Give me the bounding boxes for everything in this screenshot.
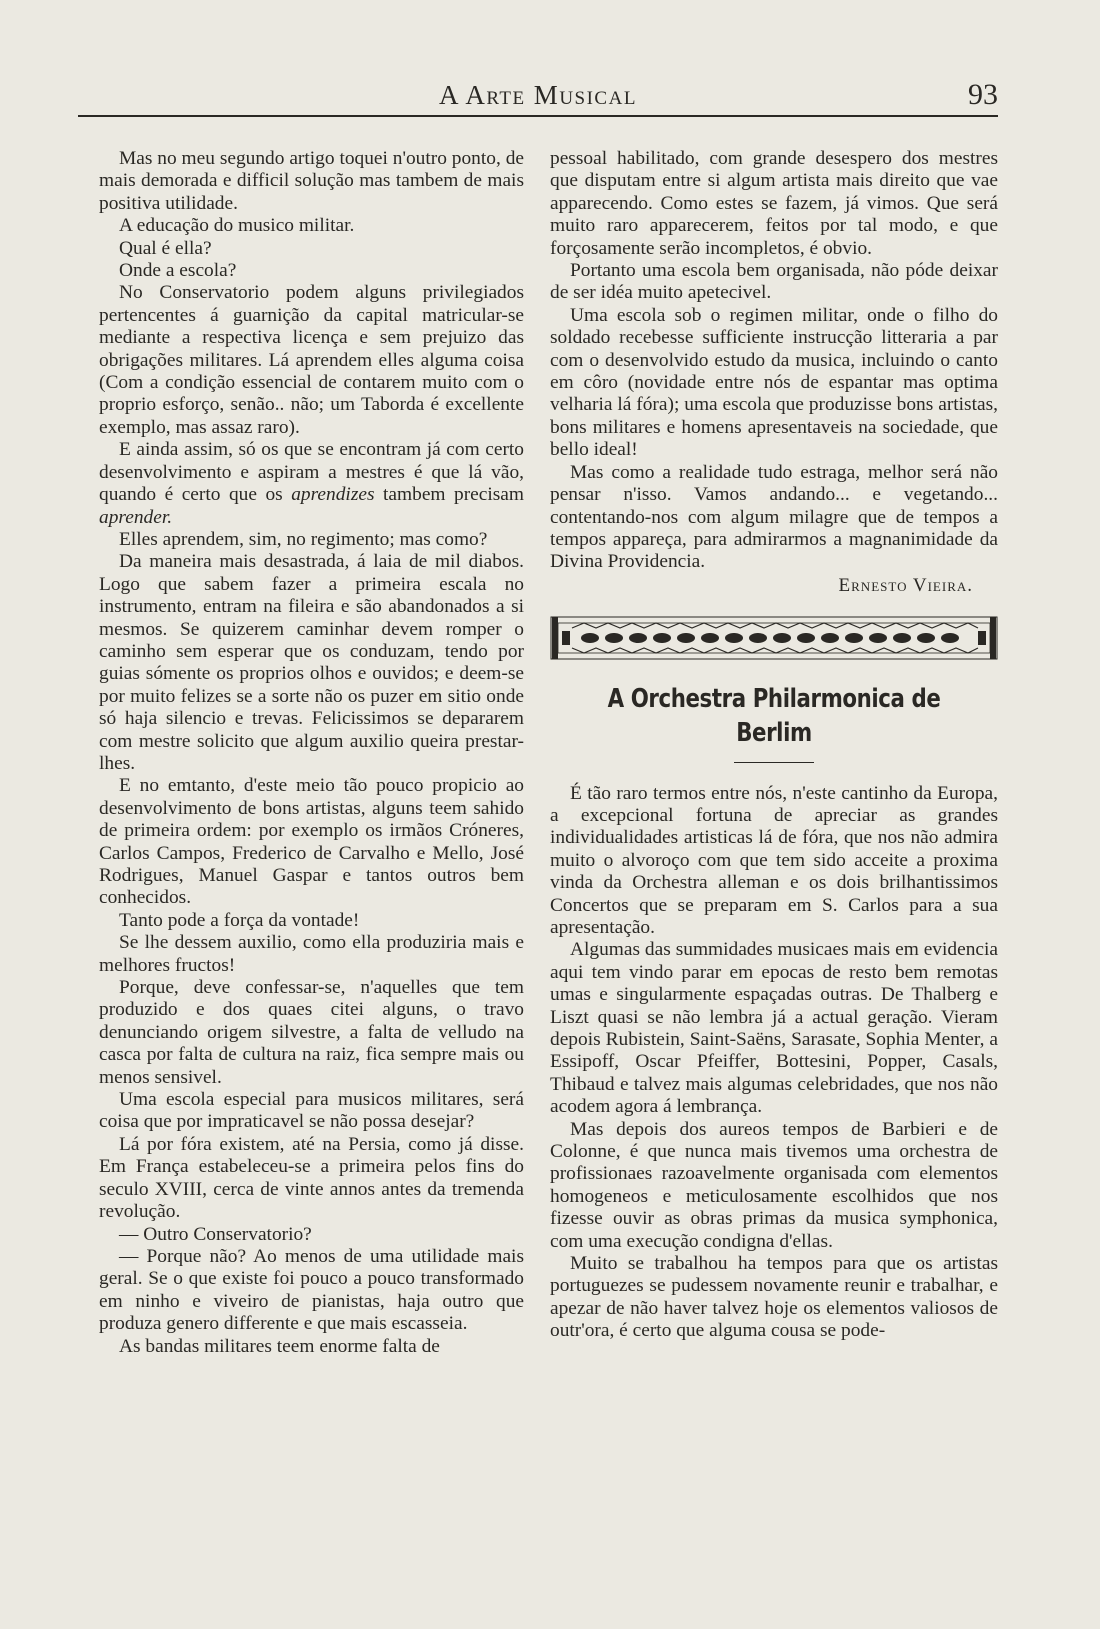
header-rule [78, 115, 998, 117]
paragraph: As bandas militares teem enorme falta de [119, 1335, 440, 1357]
paragraph: É tão raro termos entre nós, n'este cantinho da Europa, a excepcional fortuna de apreciar as grandes individualidades artisticas lá de fóra, que nos não admira muito o alvoroço com que tem sido acceite a proxima vinda da Orchestra alleman e os dois brilhantissimos Concertos que se preparam em S. Carlos para a sua apresentação. [550, 782, 998, 938]
paragraph: Porque, deve confessar-se, n'aquelles que tem produzido e dos quaes citei alguns, o travo denunciando origem silvestre, a falta de velludo na casca por falta de cultura na raiz, fica sempre mais ou menos sensivel. [99, 977, 524, 1088]
paragraph [99, 439, 524, 529]
title-rule [734, 762, 814, 763]
paragraph: Da maneira mais desastrada, á laia de mil diabos. Logo que sabem fazer a primeira escala no instrumento, entram na fileira e são abandonados a si mesmos. Se quizerem caminhar devem romper o caminho sem esperar que os conduzam, tendo por guias sómente os proprios olhos e ouvidos; e deem-se por muito felizes se a sorte não os puzer em sitio onde só haja silencio e trevas. Felicissimos se depararem com mestre solicito que algum auxilio queira prestar-lhes. [99, 551, 524, 774]
paragraph: E no emtanto, d'este meio tão pouco propicio ao desenvolvimento de bons artistas, alguns teem sahido de primeira ordem: por exemplo os irmãos Cróneres, Carlos Campos, Frederico de Carvalho e Mello, José Rodrigues, Manuel Gaspar e tantos outros bem conhecidos. [99, 775, 524, 909]
paragraph: Se lhe dessem auxilio, como ella produziria mais e melhores fructos! [99, 932, 524, 976]
right-column [550, 148, 998, 1343]
text-run: tambem precisam [383, 484, 524, 506]
italic-word: aprender. [99, 506, 173, 528]
paragraph: — Porque não? Ao menos de uma utilidade mais geral. Se o que existe foi pouco a pouco transformado em ninho e viveiro de pianistas, haja outro que produza genero differente e que mais escasseia. [99, 1245, 524, 1335]
paragraph: Uma escola sob o regimen militar, onde o filho do soldado recebesse sufficiente instrucção litteraria a par com o desenvolvido estudo da musica, incluindo o canto em côro (novidade entre nós de espantar mas optima velharia lá fóra); uma escola que produzisse bons artistas, bons militares e homens apresentaveis na sociedade, que bello ideal! [550, 304, 998, 461]
paragraph: Elles aprendem, sim, no regimento; mas como? [119, 528, 488, 550]
article-title: A Orchestra Philarmonica de Berlim [607, 683, 941, 748]
italic-word: aprendizes [291, 484, 375, 506]
paragraph: A educação do musico militar. [119, 215, 355, 237]
author-signature: Ernesto Vieira. [838, 574, 973, 596]
paragraph: pessoal habilitado, com grande desespero dos mestres que disputam entre si algum artista mais direito que vae apparecendo. Como estes se fazem, já vimos. Que será muito raro apparecerem, feitos por tal modo, e que forçosamente serão incompletos, é obvio. [550, 148, 998, 259]
left-column [99, 148, 524, 1358]
text-run: E ainda assim, só os que se encontram já com certo desenvolvimento e aspiram a mestres é que lá vão, quando é certo que os [99, 439, 524, 506]
paragraph: — Outro Conservatorio? [119, 1223, 312, 1245]
running-title: A Arte Musical [439, 80, 637, 110]
paragraph: Portanto uma escola bem organisada, não póde deixar de ser idéa muito apetecivel. [550, 260, 998, 304]
page-number: 93 [968, 78, 998, 111]
paragraph: Tanto pode a força da vontade! [119, 909, 360, 931]
paragraph: Uma escola especial para musicos militares, será coisa que por impraticavel se não possa desejar? [99, 1089, 524, 1133]
decorative-border-ornament [550, 613, 998, 663]
paragraph: Mas no meu segundo artigo toquei n'outro ponto, de mais demorada e difficil solução mas tambem de mais positiva utilidade. [99, 148, 524, 214]
paragraph: Mas depois dos aureos tempos de Barbieri e de Colonne, é que nunca mais tivemos uma orchestra de profissionaes razoavelmente organisada com elementos homogeneos e meticulosamente escolhidos que nos fizesse ouvir as obras primas da musica symphonica, com uma execução condigna d'ellas. [550, 1118, 998, 1252]
paragraph: No Conservatorio podem alguns privilegiados pertencentes á guarnição da capital matricular-se mediante a respectiva licença e sem prejuizo das obrigações militares. Lá aprendem elles alguma coisa (Com a condição essencial de contarem muito com o proprio esforço, senão.. não; um Taborda é excellente exemplo, mas assaz raro). [99, 282, 524, 438]
page-header [78, 78, 998, 118]
paragraph: Algumas das summidades musicaes mais em evidencia aqui tem vindo parar em epocas de resto bem remotas umas e singularmente espaçadas outras. De Thalberg e Liszt quasi se não lembra já a actual geração. Vieram depois Rubistein, Saint-Saëns, Sarasate, Sophia Menter, a Essipoff, Oscar Pfeiffer, Bottesini, Popper, Casals, Thibaud e talvez mais algumas celebridades, que nos não acodem agora á lembrança. [550, 939, 998, 1118]
paragraph: Muito se trabalhou ha tempos para que os artistas portuguezes se pudessem novamente reunir e trabalhar, e apezar de não haver talvez hoje os elementos valiosos de outr'ora, é certo que alguma cousa se pode- [550, 1253, 998, 1342]
paragraph: Lá por fóra existem, até na Persia, como já disse. Em França estabeleceu-se a primeira pelos fins do seculo XVIII, cerca de vinte annos antes da tremenda revolução. [99, 1133, 524, 1223]
paragraph: Onde a escola? [119, 260, 237, 282]
paragraph: Qual é ella? [119, 237, 212, 259]
paragraph: Mas como a realidade tudo estraga, melhor será não pensar n'isso. Vamos andando... e vegetando... contentando-nos com algum milagre que de tempos a tempos appareça, para admirarmos a magnanimidade da Divina Providencia. [550, 461, 998, 573]
